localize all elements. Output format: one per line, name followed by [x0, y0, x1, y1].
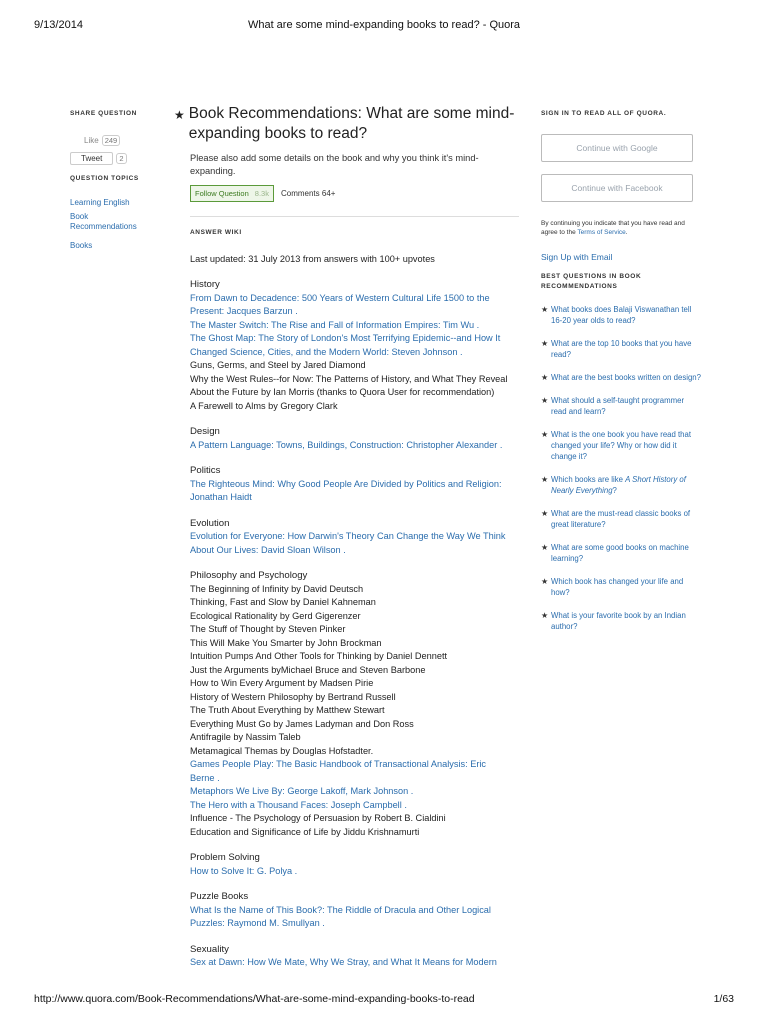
signup-email-link[interactable]: Sign Up with Email	[541, 252, 613, 262]
book-entry: Why the West Rules--for Now: The Patterns of History, and What They Reveal	[190, 373, 508, 384]
print-date: 9/13/2014	[34, 19, 83, 31]
book-link[interactable]: The Ghost Map: The Story of London's Most Terrifying Epidemic--and How It	[190, 333, 501, 343]
book-link[interactable]: The Hero with a Thousand Faces: Joseph Campbell .	[190, 799, 407, 810]
right-sidebar	[541, 110, 701, 632]
book-link[interactable]: Present: Jacques Barzun .	[190, 306, 298, 316]
print-url: http://www.quora.com/Book-Recommendations/What-are-some-mind-expanding-books-to-read	[34, 993, 475, 1005]
topics-heading: QUESTION TOPICS	[70, 175, 139, 182]
book-link[interactable]: Metaphors We Live By: George Lakoff, Mark Johnson .	[190, 786, 414, 796]
answer-wiki	[190, 253, 519, 970]
question-text: What should a self-taught programmer read and learn?	[551, 396, 685, 416]
wiki-section	[190, 425, 519, 452]
question-text: What books does Balaji Viswanathan tell 16-20 year olds to read?	[551, 305, 692, 325]
wiki-section	[190, 464, 519, 505]
book-link[interactable]: Jonathan Haidt	[190, 492, 252, 502]
star-icon: ★	[541, 509, 549, 518]
related-question[interactable]	[541, 508, 701, 530]
related-question[interactable]	[541, 576, 701, 598]
book-entry: About the Future by Ian Morris (thanks to Quora User for recommendation)	[190, 387, 495, 397]
related-question[interactable]	[541, 395, 701, 417]
book-link[interactable]: How to Solve It: G. Polya .	[190, 865, 298, 876]
question-text: What are some good books on machine learning?	[551, 543, 689, 563]
book-entry: A Farewell to Alms by Gregory Clark	[190, 400, 338, 411]
tos-end: .	[625, 229, 628, 236]
book-entry: Ecological Rationality by Gerd Gigerenzer	[190, 610, 361, 621]
wiki-section	[190, 278, 519, 413]
book-entry: Metamagical Themas by Douglas Hofstadter.	[190, 745, 374, 756]
book-link[interactable]: About Our Lives: David Sloan Wilson .	[190, 544, 346, 555]
book-link[interactable]: Puzzles: Raymond M. Smullyan .	[190, 918, 325, 928]
related-question-text[interactable]	[551, 576, 701, 598]
question-text: What is your favorite book by an Indian author?	[551, 611, 686, 631]
book-link[interactable]: Evolution for Everyone: How Darwin's Theory Can Change the Way We Think	[190, 531, 506, 541]
related-question[interactable]	[541, 610, 701, 632]
tos-text: By continuing you indicate that you have read and agree to the	[541, 220, 685, 236]
best-questions-heading: BEST QUESTIONS IN BOOK RECOMMENDATIONS	[541, 273, 642, 290]
wiki-section	[190, 569, 519, 839]
book-link[interactable]: Changed Science, Cities, and the Modern World: Steven Johnson .	[190, 346, 463, 357]
follow-label: Follow Question	[195, 189, 249, 198]
section-title: Design	[190, 426, 220, 437]
wiki-section	[190, 851, 519, 878]
book-link[interactable]: The Righteous Mind: Why Good People Are Divided by Politics and Religion:	[190, 478, 502, 489]
terms-link[interactable]: Terms of Service	[577, 229, 626, 236]
related-question[interactable]	[541, 338, 701, 360]
star-icon: ★	[541, 543, 549, 552]
section-title: Puzzle Books	[190, 891, 249, 902]
related-question[interactable]	[541, 304, 701, 326]
star-icon: ★	[174, 108, 185, 122]
book-entry: Influence - The Psychology of Persuasion by Robert B. Cialdini	[190, 813, 446, 823]
question-actions	[190, 185, 519, 202]
question-text: What is the one book you have read that changed your life? Why or how did it change it?	[551, 430, 692, 461]
question-topic: Book Recommendations:	[188, 105, 362, 122]
star-icon: ★	[541, 475, 549, 484]
book-link[interactable]: Berne .	[190, 772, 220, 783]
book-link[interactable]: From Dawn to Decadence: 500 Years of Western Cultural Life 1500 to the	[190, 292, 490, 303]
section-title: Problem Solving	[190, 852, 260, 863]
book-entry: Intuition Pumps And Other Tools for Thinking by Daniel Dennett	[190, 651, 448, 661]
signin-heading: SIGN IN TO READ ALL OF QUORA.	[541, 110, 667, 117]
related-question[interactable]	[541, 542, 701, 564]
book-entry: This Will Make You Smarter by John Brockman	[190, 637, 382, 648]
related-question-text[interactable]	[551, 610, 701, 632]
star-icon: ★	[541, 611, 549, 620]
topic-link[interactable]: Book Recommendations	[70, 212, 137, 231]
share-heading: SHARE QUESTION	[70, 110, 137, 117]
wiki-sections	[190, 278, 519, 970]
main-content	[174, 104, 519, 970]
wiki-section	[190, 517, 519, 558]
tweet-row	[70, 152, 170, 165]
page-number: 1/63	[713, 993, 734, 1005]
terms-notice	[541, 219, 701, 237]
star-icon: ★	[541, 305, 549, 314]
print-title: What are some mind-expanding books to read? - Quora	[247, 19, 521, 31]
question-text: What are the must-read classic books of great literature?	[551, 509, 691, 529]
book-entry: Just the Arguments byMichael Bruce and Steven Barbone	[190, 664, 426, 675]
book-entry: How to Win Every Argument by Madsen Pirie	[190, 678, 374, 688]
question-end: ?	[612, 486, 617, 495]
divider	[190, 216, 519, 217]
question-italic: A Short History of Nearly Everything	[551, 475, 686, 495]
tweet-button[interactable]: Tweet	[70, 152, 113, 165]
book-entry: Everything Must Go by James Ladyman and Don Ross	[190, 718, 414, 729]
book-entry: Education and Significance of Life by Jiddu Krishnamurti	[190, 826, 420, 837]
related-question-text[interactable]	[551, 429, 701, 462]
section-title: Evolution	[190, 517, 230, 529]
book-link[interactable]: Games People Play: The Basic Handbook of Transactional Analysis: Eric	[190, 759, 487, 769]
wiki-section	[190, 943, 519, 970]
question-text: Which book has changed your life and how?	[551, 577, 684, 597]
related-question-text[interactable]	[551, 474, 701, 496]
question-text: What are some mind-expanding books to read?	[188, 105, 515, 142]
like-button[interactable]: Like	[84, 136, 99, 145]
section-title: Sexuality	[190, 943, 229, 955]
book-link[interactable]: What Is the Name of This Book?: The Riddle of Dracula and Other Logical	[190, 904, 491, 915]
book-entry: The Truth About Everything by Matthew Stewart	[190, 705, 385, 715]
question-title	[174, 104, 519, 144]
star-icon: ★	[541, 396, 549, 405]
related-questions	[541, 304, 701, 632]
related-question-text[interactable]	[551, 372, 701, 383]
comments-link[interactable]: Comments 64+	[280, 189, 336, 198]
star-icon: ★	[541, 430, 549, 439]
book-entry: The Stuff of Thought by Steven Pinker	[190, 624, 346, 634]
question-heading[interactable]	[189, 104, 519, 144]
question-text: What are the top 10 books that you have read?	[551, 339, 692, 359]
star-icon: ★	[541, 373, 549, 382]
related-question[interactable]	[541, 474, 701, 496]
related-question-text[interactable]	[551, 304, 701, 326]
like-row	[70, 135, 170, 146]
book-entry: Antifragile by Nassim Taleb	[190, 732, 301, 742]
question-description: Please also add some details on the book and why you think it's mind-expanding.	[190, 153, 479, 176]
related-question-text[interactable]	[551, 508, 701, 530]
wiki-section	[190, 890, 519, 931]
book-entry: Guns, Germs, and Steel by Jared Diamond	[190, 360, 366, 370]
section-title: History	[190, 279, 220, 290]
book-link[interactable]: The Master Switch: The Rise and Fall of Information Empires: Tim Wu .	[190, 319, 480, 330]
related-question[interactable]	[541, 429, 701, 462]
section-title: Philosophy and Psychology	[190, 570, 308, 581]
topic-link[interactable]: Books	[70, 241, 93, 250]
follow-count: 8.3k	[254, 189, 269, 198]
continue-google-button[interactable]: Continue with Google	[541, 134, 693, 162]
answer-wiki-heading: ANSWER WIKI	[190, 229, 242, 236]
question-text: Which books are like	[551, 475, 626, 484]
like-count: 249	[102, 135, 121, 146]
tweet-count: 2	[116, 153, 126, 164]
follow-question-button[interactable]	[190, 185, 274, 202]
question-text: What are the best books written on design?	[551, 373, 701, 382]
related-question-text[interactable]	[551, 338, 701, 360]
book-entry: Thinking, Fast and Slow by Daniel Kahneman	[190, 597, 376, 607]
star-icon: ★	[541, 577, 549, 586]
last-updated: Last updated: 31 July 2013 from answers with 100+ upvotes	[190, 254, 435, 264]
book-link[interactable]: Sex at Dawn: How We Mate, Why We Stray, and What It Means for Modern	[190, 957, 497, 967]
book-link[interactable]: A Pattern Language: Towns, Buildings, Construction: Christopher Alexander .	[190, 439, 503, 450]
book-entry: The Beginning of Infinity by David Deutsch	[190, 583, 364, 594]
related-question[interactable]	[541, 372, 701, 383]
star-icon: ★	[541, 339, 549, 348]
related-question-text[interactable]	[551, 395, 701, 417]
section-title: Politics	[190, 465, 221, 476]
left-sidebar	[70, 110, 170, 251]
related-question-text[interactable]	[551, 542, 701, 564]
book-entry: History of Western Philosophy by Bertrand Russell	[190, 691, 396, 702]
topic-link[interactable]: Learning English	[70, 198, 130, 207]
continue-facebook-button[interactable]: Continue with Facebook	[541, 174, 693, 202]
